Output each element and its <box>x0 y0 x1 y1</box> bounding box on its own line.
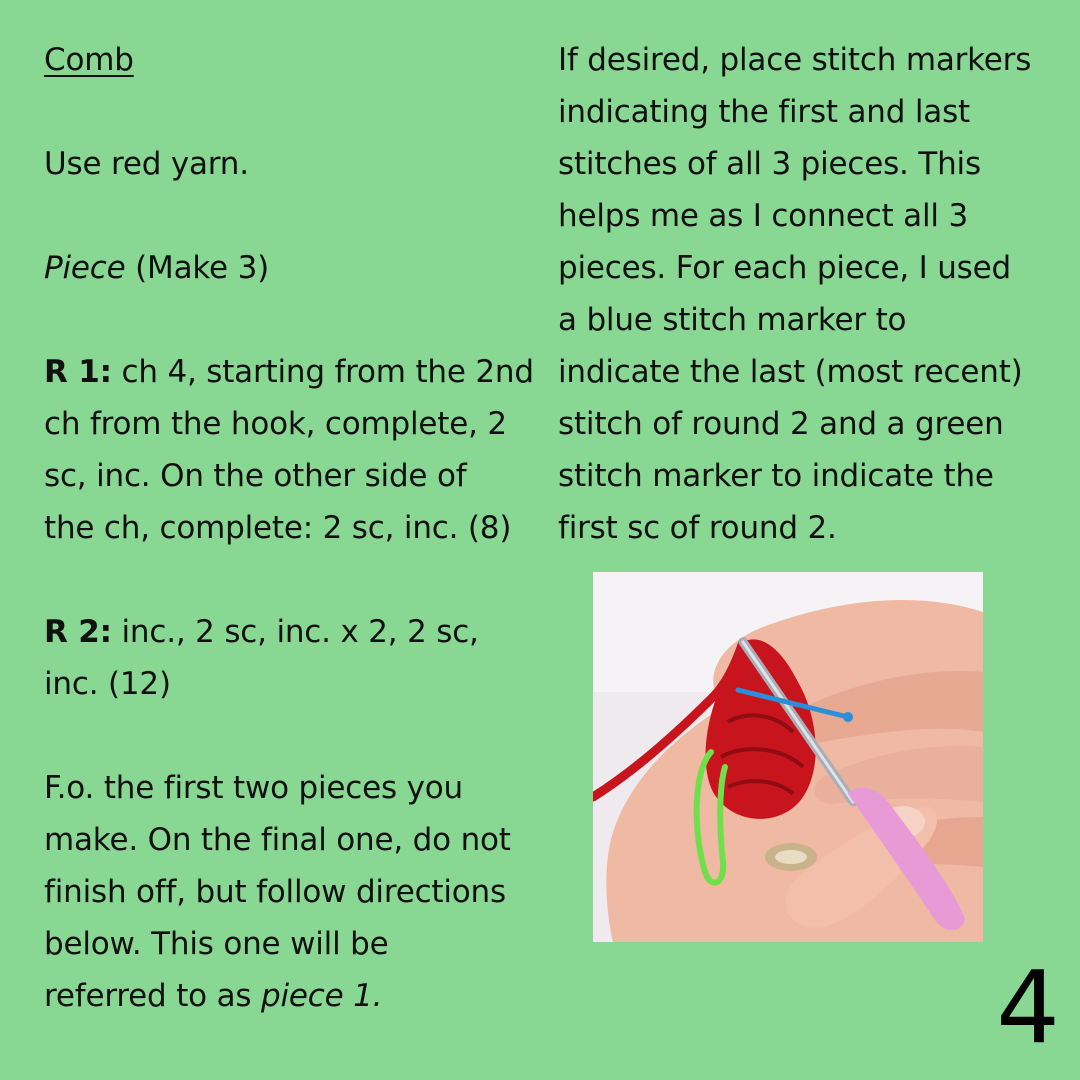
ring-inner <box>775 850 807 864</box>
round-1-line-3: sc, inc. On the other side of <box>44 458 467 494</box>
marker-note-line-9: stitch marker to indicate the <box>558 458 994 494</box>
fo-line-1: F.o. the first two pieces you <box>44 770 463 806</box>
round-1-line-2: ch from the hook, complete, 2 <box>44 406 507 442</box>
page-number: 4 <box>996 949 1060 1066</box>
marker-note-line-4: helps me as I connect all 3 <box>558 198 968 234</box>
left-column <box>44 34 544 1022</box>
marker-note-line-6: a blue stitch marker to <box>558 302 907 338</box>
marker-note-line-5: pieces. For each piece, I used <box>558 250 1011 286</box>
round-1-line-4: the ch, complete: 2 sc, inc. (8) <box>44 510 512 546</box>
marker-note-line-3: stitches of all 3 pieces. This <box>558 146 981 182</box>
crochet-illustration <box>593 572 983 942</box>
round-2-line-1: R 2: inc., 2 sc, inc. x 2, 2 sc, <box>44 614 479 650</box>
fo-line-2: make. On the final one, do not <box>44 822 511 858</box>
blue-marker-tip <box>843 712 853 722</box>
marker-note-line-1: If desired, place stitch markers <box>558 42 1032 78</box>
marker-note-line-10: first sc of round 2. <box>558 510 837 546</box>
fo-line-4: below. This one will be <box>44 926 389 962</box>
piece-label: Piece <box>44 250 126 286</box>
marker-note-line-7: indicate the last (most recent) <box>558 354 1023 390</box>
marker-note-line-8: stitch of round 2 and a green <box>558 406 1004 442</box>
round-1-label: R 1: <box>44 354 112 390</box>
section-title: Comb <box>44 42 134 78</box>
fo-line-3: finish off, but follow directions <box>44 874 506 910</box>
round-2-label: R 2: <box>44 614 112 650</box>
piece-heading <box>44 242 544 294</box>
fo-line-5: referred to as piece 1. <box>44 978 383 1014</box>
piece-1-reference: piece 1. <box>260 978 383 1014</box>
round-1-line-1: R 1: ch 4, starting from the 2nd <box>44 354 534 390</box>
right-column <box>558 34 1058 554</box>
yarn-note: Use red yarn. <box>44 146 249 182</box>
piece-note: (Make 3) <box>125 250 269 286</box>
crochet-photo <box>593 572 983 942</box>
round-2-line-2: inc. (12) <box>44 666 171 702</box>
marker-note-line-2: indicating the first and last <box>558 94 970 130</box>
